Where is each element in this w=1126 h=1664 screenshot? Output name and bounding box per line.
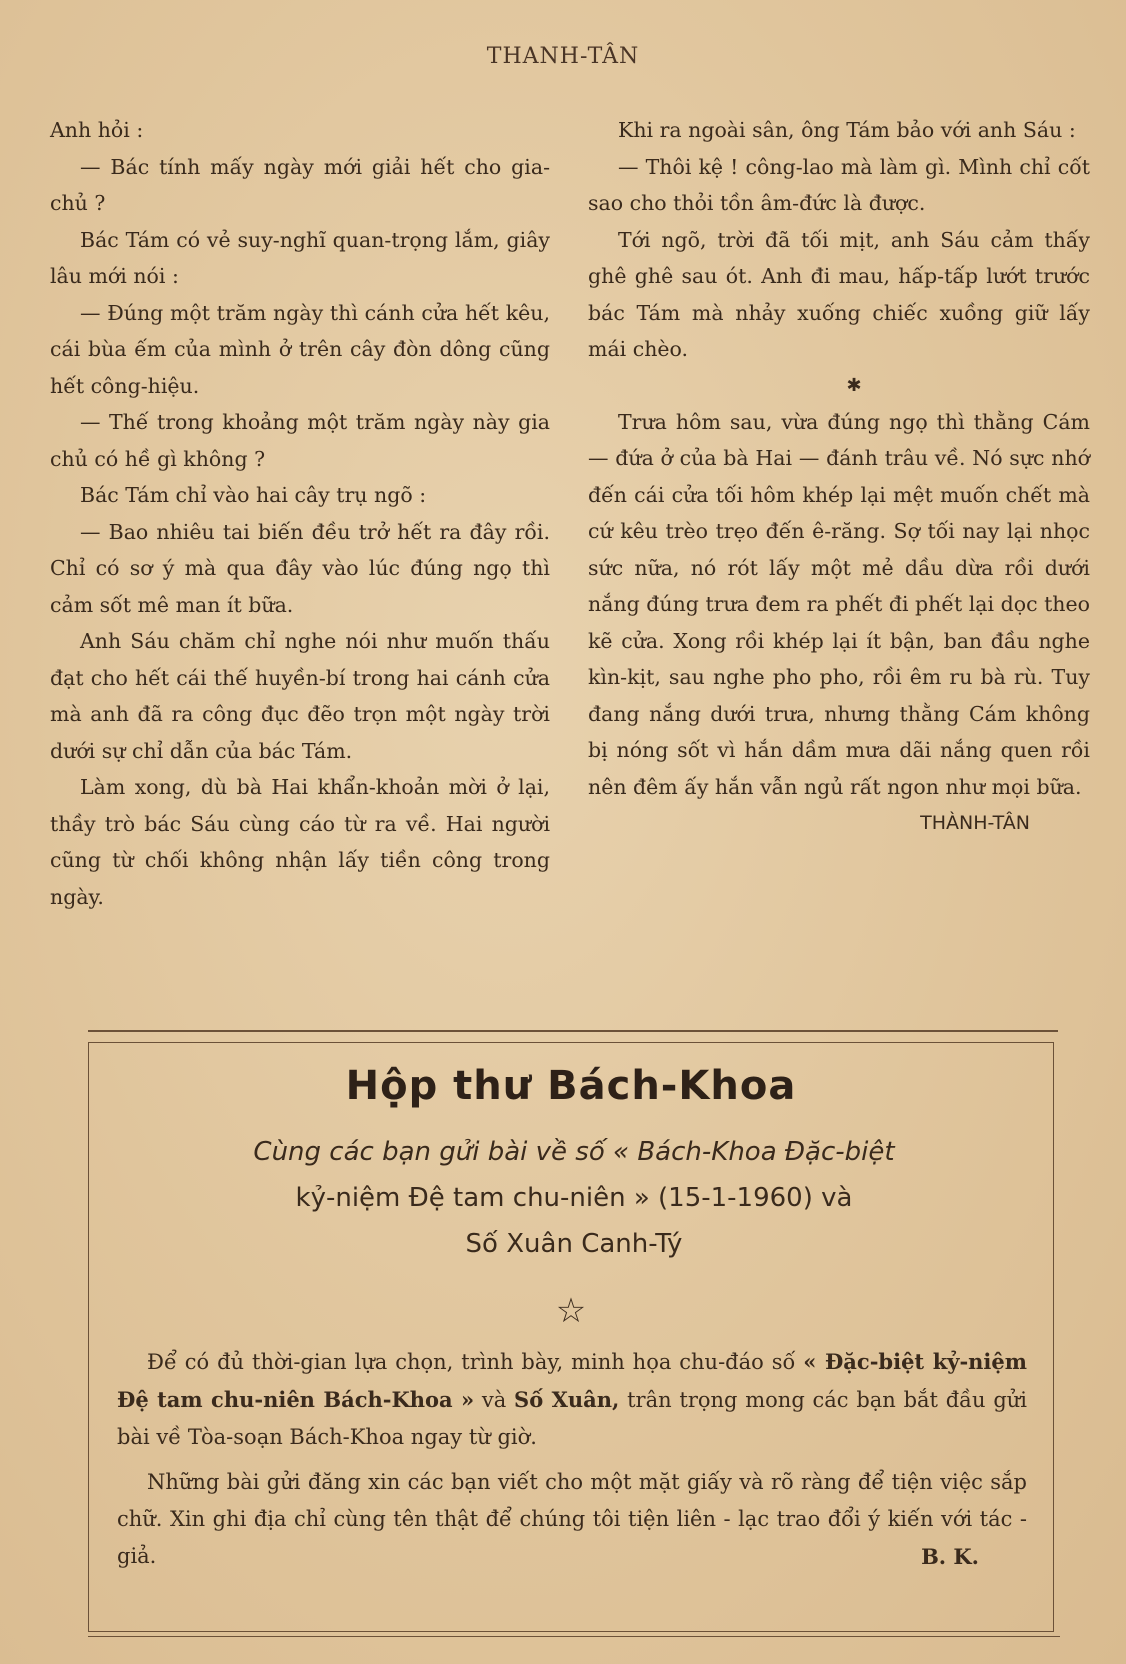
paragraph: — Bao nhiêu tai biến đều trở hết ra đây rồi. Chỉ có sơ ý mà qua đây vào lúc đúng ngọ thì cảm sốt mê man ít bữa. <box>50 519 550 617</box>
paragraph: — Thế trong khoảng một trăm ngày này gia chủ có hề gì không ? <box>50 410 550 471</box>
subtitle-line: Số Xuân Canh-Tý <box>465 1229 683 1259</box>
paragraph: Bác Tám có vẻ suy-nghĩ quan-trọng lắm, giây lâu mới nói : <box>50 227 550 288</box>
paragraph: Khi ra ngoài sân, ông Tám bảo với anh Sáu : <box>618 118 1076 142</box>
paragraph: Anh Sáu chăm chỉ nghe nói như muốn thấu đạt cho hết cái thế huyền-bí trong hai cánh cửa mà anh đã ra công đục đẽo trọn một ngày trời dưới sự chỉ dẫn của bác Tám. <box>50 629 550 763</box>
notice-text: trân trọng mong các bạn bắt đầu gửi bài về Tòa-soạn Bách-Khoa ngay từ giờ. <box>117 1388 1028 1449</box>
notice-text: Để có đủ thời-gian lựa chọn, trình bày, minh họa chu-đáo số <box>147 1350 796 1374</box>
section-separator: ✱ <box>846 374 862 396</box>
notice-subtitle <box>129 1129 1019 1267</box>
notice-text: và <box>474 1388 515 1412</box>
notice-box <box>88 1042 1054 1632</box>
notice-signature: B. K. <box>921 1544 979 1569</box>
paragraph: Làm xong, dù bà Hai khẩn-khoản mời ở lại, thầy trò bác Sáu cùng cáo từ ra về. Hai người cũng từ chối không nhận lấy tiền công trong ngày. <box>50 775 550 909</box>
notice-body <box>117 1343 1027 1583</box>
right-column <box>588 112 1090 842</box>
notice-emphasis: « Đặc-biệt kỷ-niệm Đệ tam chu-niên Bách-Khoa » <box>117 1349 1027 1412</box>
paragraph: Anh hỏi : <box>50 118 144 142</box>
paragraph: — Thôi kệ ! công-lao mà làm gì. Mình chỉ cốt sao cho thỏi tồn âm-đức là được. <box>588 154 1090 215</box>
divider-rule <box>88 1030 1058 1032</box>
subtitle-line: kỷ-niệm Đệ tam chu-niên » (15-1-1960) và <box>295 1183 853 1213</box>
notice-title: Hộp thư Bách-Khoa <box>345 1063 797 1109</box>
left-column <box>50 112 550 915</box>
running-head: THANH-TÂN <box>486 44 640 69</box>
paragraph: Tới ngõ, trời đã tối mịt, anh Sáu cảm thấy ghê ghê sau ót. Anh đi mau, hấp-tấp lướt trước bác Tám mà nhảy xuống chiếc xuồng giữ lấy mái chèo. <box>588 227 1090 361</box>
subtitle-line: Cùng các bạn gửi bài về số « Bách-Khoa Đặc-biệt <box>253 1137 895 1167</box>
paragraph: — Đúng một trăm ngày thì cánh cửa hết kêu, cái bùa ếm của mình ở trên cây đòn dông cũng hết công-hiệu. <box>50 300 550 398</box>
paragraph: — Bác tính mấy ngày mới giải hết cho gia-chủ ? <box>50 154 550 215</box>
notice-paragraph <box>117 1343 1027 1456</box>
star-icon: ☆ <box>555 1291 587 1331</box>
notice-text: Những bài gửi đăng xin các bạn viết cho một mặt giấy và rõ ràng để tiện việc sắp chữ. Xin ghi địa chỉ cùng tên thật để chúng tôi tiện liên - lạc trao đổi ý kiến với tác - giả. <box>117 1470 1027 1568</box>
paragraph: Bác Tám chỉ vào hai cây trụ ngõ : <box>80 483 427 507</box>
notice-emphasis: Số Xuân, <box>514 1387 620 1412</box>
author-signature: THÀNH-TÂN <box>920 812 1030 834</box>
paragraph: Trưa hôm sau, vừa đúng ngọ thì thằng Cám — đứa ở của bà Hai — đánh trâu về. Nó sực nhớ đến cái cửa tối hôm khép lại mệt muốn chết mà cứ kêu trèo trẹo đến ê-răng. Sợ tối nay lại nhọc sức nữa, nó rót lấy một mẻ dầu dừa rồi dưới nắng đúng trưa đem ra phết đi phết lại dọc theo kẽ cửa. Xong rồi khép lại ít bận, ban đầu nghe kìn-kịt, sau nghe pho pho, rồi êm ru bà rù. Tuy đang nắng dưới trưa, nhưng thằng Cám không bị nóng sốt vì hắn dầm mưa dãi nắng quen rồi nên đêm ấy hắn vẫn ngủ rất ngon như mọi bữa. <box>588 409 1090 799</box>
notice-paragraph <box>117 1464 1027 1575</box>
divider-rule <box>88 1636 1060 1637</box>
